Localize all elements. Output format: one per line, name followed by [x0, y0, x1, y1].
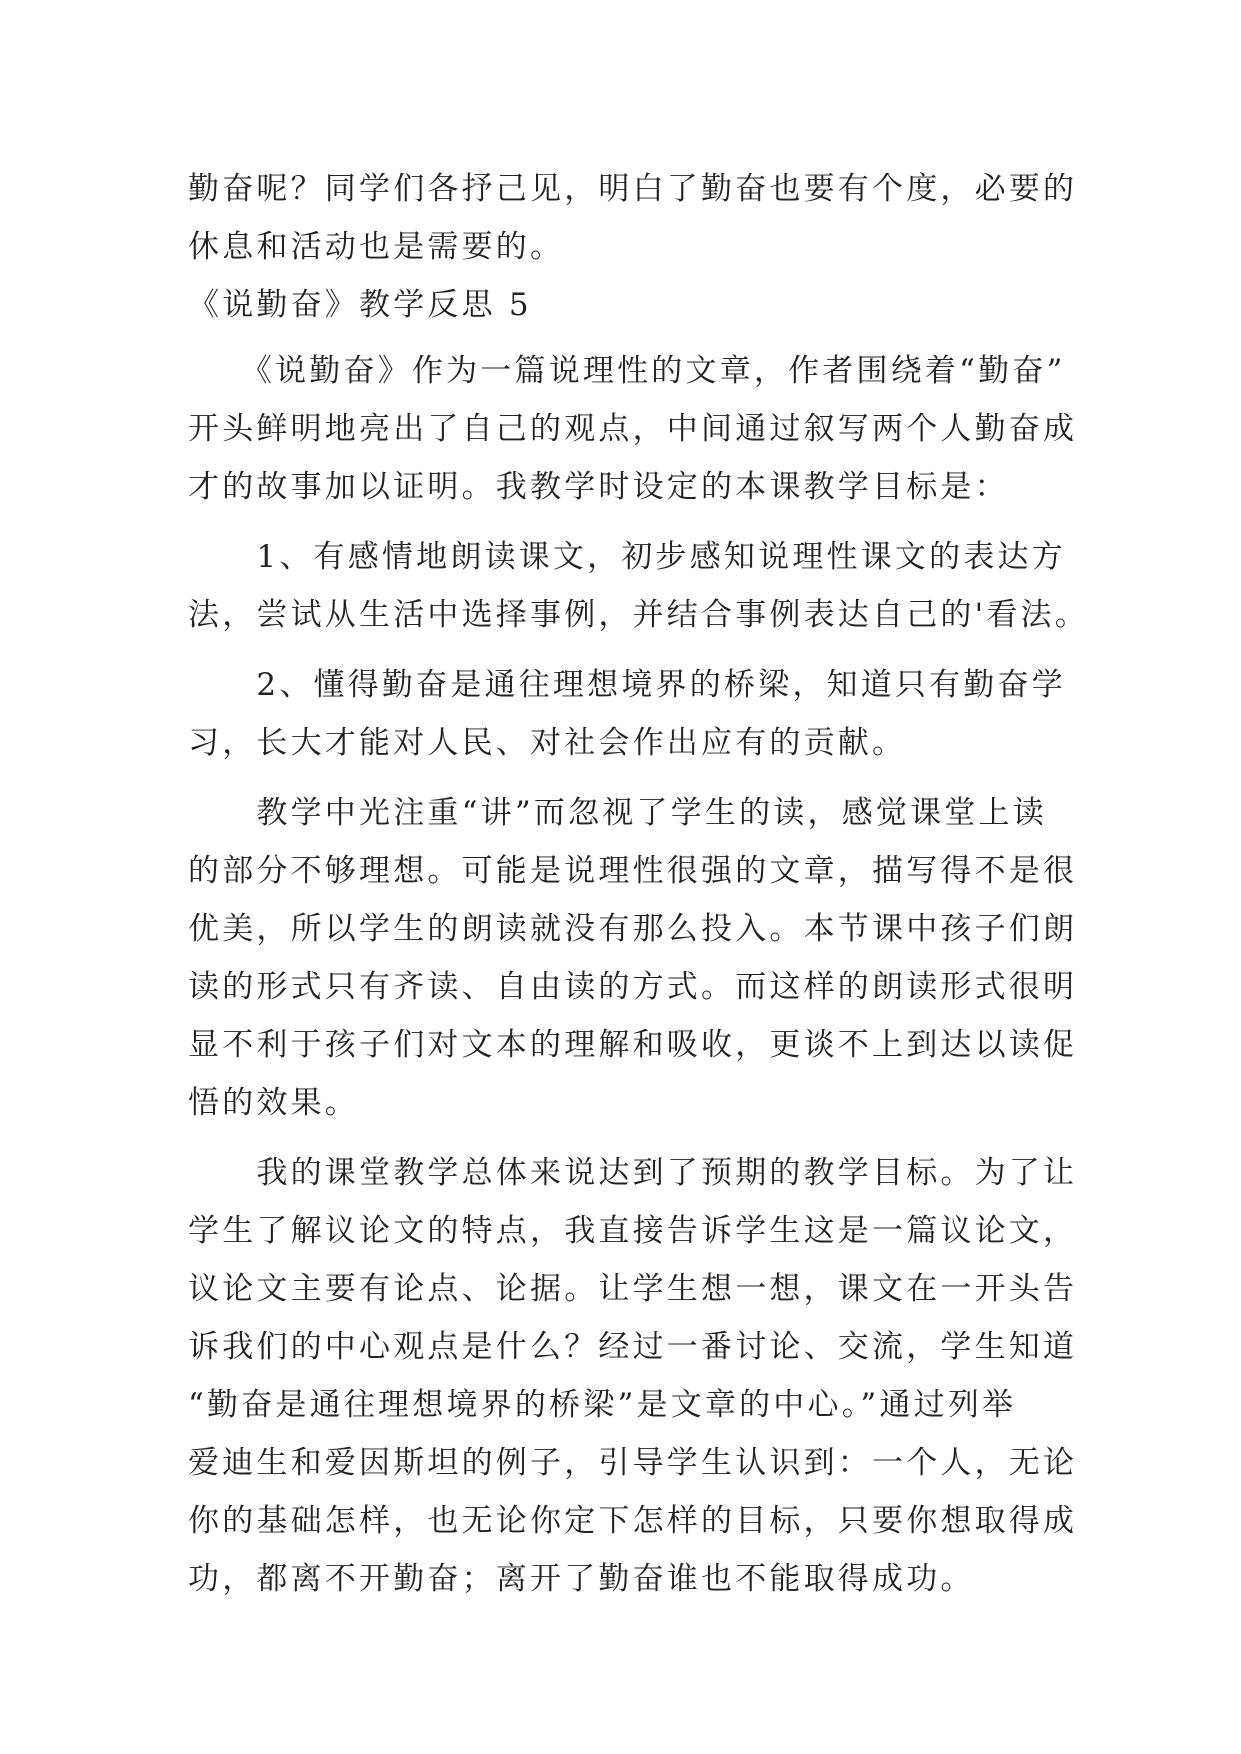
text-line: 读的形式只有齐读、自由读的方式。而这样的朗读形式很明 — [188, 969, 1078, 1005]
text-line: 议论文主要有论点、论据。让学生想一想，课文在一开头告 — [188, 1271, 1078, 1307]
text-line: “勤奋是通往理想境界的桥梁”是文章的中心。”通过列举 — [188, 1387, 1017, 1423]
text-line: 1、有感情地朗读课文，初步感知说理性课文的表达方 — [188, 539, 1066, 575]
text-line: 你的基础怎样，也无论你定下怎样的目标，只要你想取得成 — [188, 1503, 1078, 1539]
text-line: 我的课堂教学总体来说达到了预期的教学目标。为了让 — [188, 1155, 1078, 1191]
text-line: 诉我们的中心观点是什么？经过一番讨论、交流，学生知道 — [188, 1329, 1078, 1365]
document-body — [188, 160, 1089, 1608]
text-line: 勤奋呢？同学们各抒己见，明白了勤奋也要有个度，必要的 — [188, 171, 1078, 207]
continuation-paragraph — [188, 160, 1078, 276]
text-line: 习，长大才能对人民、对社会作出应有的贡献。 — [188, 725, 907, 761]
text-line: 休息和活动也是需要的。 — [188, 229, 565, 265]
text-line: 教学中光注重“讲”而忽视了学生的读，感觉课堂上读 — [188, 795, 1047, 831]
text-line: 优美，所以学生的朗读就没有那么投入。本节课中孩子们朗 — [188, 911, 1078, 947]
section-title: 《说勤奋》教学反思 5 — [188, 287, 532, 323]
text-line: 学生了解议论文的特点，我直接告诉学生这是一篇议论文， — [188, 1213, 1078, 1249]
text-line: 2、懂得勤奋是通往理想境界的桥梁，知道只有勤奋学 — [188, 667, 1066, 703]
text-line: 爱迪生和爱因斯坦的例子，引导学生认识到：一个人，无论 — [188, 1445, 1078, 1481]
text-line: 法，尝试从生活中选择事例，并结合事例表达自己的'看法。 — [188, 597, 1089, 633]
text-line: 功，都离不开勤奋；离开了勤奋谁也不能取得成功。 — [188, 1561, 975, 1597]
paragraph — [188, 1144, 1078, 1608]
paragraph — [188, 784, 1078, 1132]
text-line: 显不利于孩子们对文本的理解和吸收，更谈不上到达以读促 — [188, 1027, 1078, 1063]
text-line: 悟的效果。 — [188, 1085, 359, 1121]
paragraph — [188, 656, 1078, 772]
text-line: 的部分不够理想。可能是说理性很强的文章，描写得不是很 — [188, 853, 1078, 889]
text-line: 开头鲜明地亮出了自己的观点，中间通过叙写两个人勤奋成 — [188, 411, 1078, 447]
paragraph — [188, 528, 1089, 644]
text-line: 才的故事加以证明。我教学时设定的本课教学目标是： — [188, 469, 1009, 505]
text-line: 《说勤奋》作为一篇说理性的文章，作者围绕着“勤奋” — [188, 353, 1066, 389]
paragraph — [188, 342, 1078, 516]
